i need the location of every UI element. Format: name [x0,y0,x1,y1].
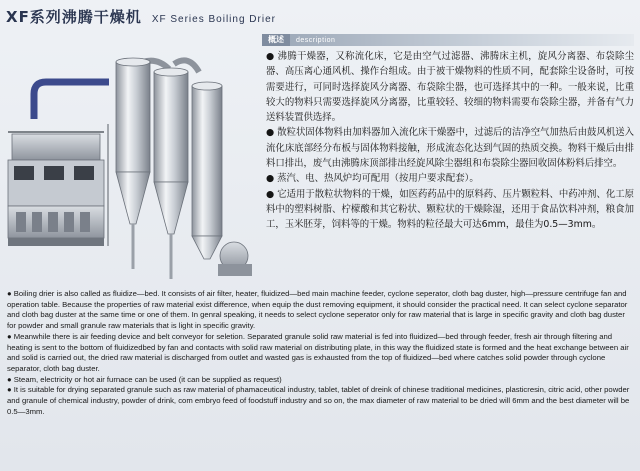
boiling-drier-illustration [4,24,256,286]
description-header [262,34,634,46]
cn-paragraph: ● 它适用于散粒状物料的干燥，如医药药品中的原料药、压片颗粒料、中药冲剂、化工原料中的塑料树脂、柠檬酸和其它粉状、颗粒状的干燥除湿，还用于食品饮料冲剂，粮食加工，玉米胚芽，饲料等的干燥。物料的粒径最大可达6mm，最佳为0.5—3mm。 [266,188,634,231]
description-cn [266,49,634,233]
cn-paragraph: ● 蒸汽、电、热风炉均可配用（按用户要求配套）。 [266,173,479,185]
page-title-cn: XF系列沸腾干燥机 [6,8,142,26]
en-paragraph: ● Boiling drier is also called as fluidize—bed. It consists of air filter, heater, fluidized—bed main machine feeder, cyclone seperator, cloth bag duster, high—pressure centrifuge fan and operation table. Because the properties of raw material exist difference, when equip the dust removing equipment, it should consider the practical need. It can select cyclone separator and cloth bag duster at the same time or one of them. In genral speaking, it needs to select cyclone seperator only for raw material that is large in specific gravity and cloth bag duster for powder and small granule raw materials that is light in specific gravity. [7,289,628,331]
en-paragraph: ● Meanwhile there is air feeding device and belt conveyor for seletion. Separated granule solid raw material is fed into fluidized—bed through feeder, fresh air through filtering and heating is sent to the bottom of fluidizedbed by fan and contacts with solid raw material on distributing plate, in this way the fluidized state is formed and the heat exchange between air and solid is carried out, the dried raw material is discharged from outlet and wasted gas is exhausted from the top of fluidized—bed where catches solid powder through cyclone separator, cloth bag duster. [7,331,629,373]
page-title-en: XF Series Boiling Drier [151,14,276,25]
en-paragraph: ● It is suitable for drying separated granule such as raw material of phamaceutical industry, tablet, tablet of dreink of chinese traditional medicines, plasticresin, citric acid, other powder and granule of chemical industry, powder of drink, com embryo feed of foodstuff industry and so on, the max diameter of raw material to be dried will 6mm and the best diameter will be 0.5—3mm. [7,385,630,416]
cn-paragraph: ● 沸腾干燥器，又称流化床，它是由空气过滤器、沸腾床主机，旋风分离器、布袋除尘器、高压离心通风机、操作台组成。由于被干燥物料的性质不同，配套除尘设备时，可按需要进行，可同时选择旋风分离器、布袋除尘器，也可选择其中的一种。一般来说，比重较大的物料只需要选择旋风分离器，比重较轻、较细的物料需要布袋除尘器，并备有气力送料装置供选择。 [266,51,634,124]
cn-paragraph: ● 散粒状固体物料由加料器加入流化床干燥器中，过滤后的洁净空气加热后由鼓风机送入流化床底部经分布板与固体物料接触，形成流态化达到气固的热质交换。物料干燥后由排料口排出，废气由沸腾床顶部排出经旋风除尘器组和布袋除尘器回收固体粉料后排空。 [266,127,634,170]
description-en [7,289,635,417]
en-paragraph: ● Steam, electricity or hot air furnace can be used (it can be supplied as request) [7,374,282,384]
description-label-en: description [296,36,336,44]
description-label-cn: 概述 [262,34,290,46]
